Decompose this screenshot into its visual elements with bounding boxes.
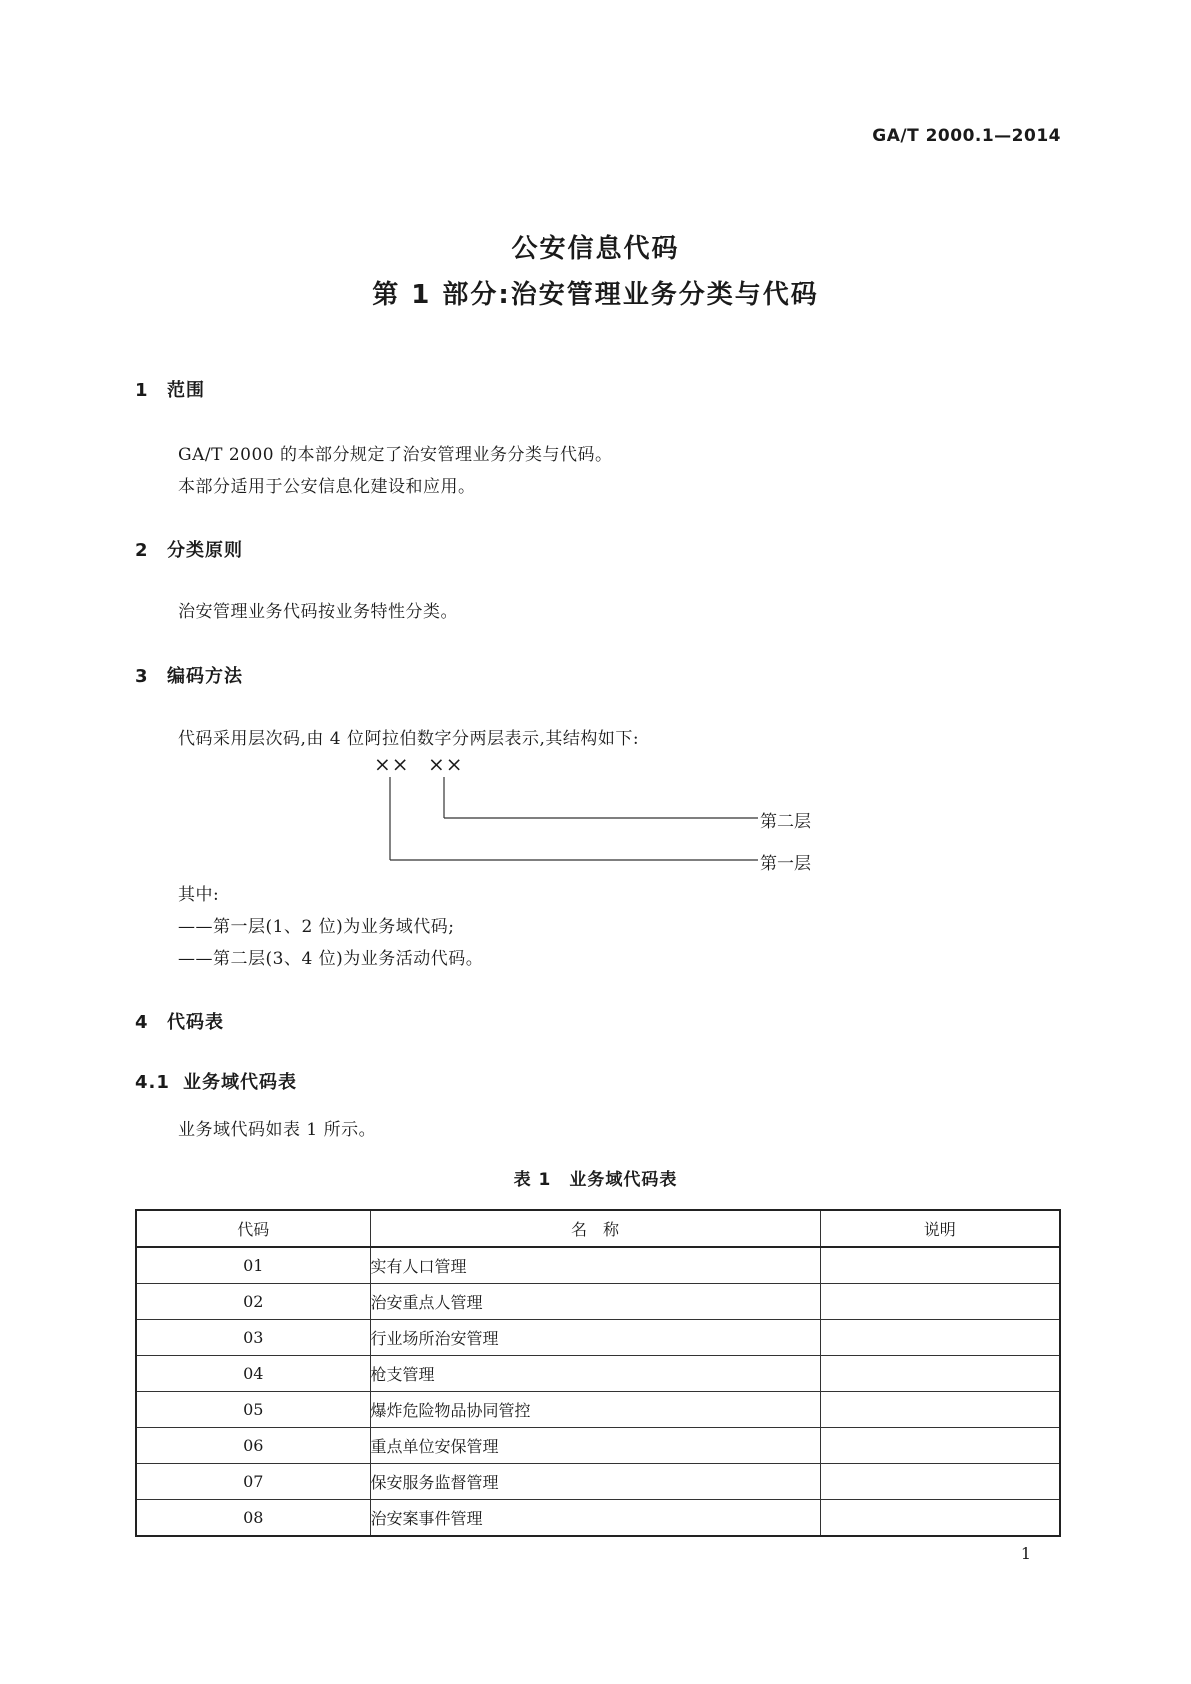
- first-layer-label: 第一层: [760, 854, 811, 874]
- row-code: 07: [136, 1464, 370, 1500]
- note-intro: 其中:: [178, 885, 220, 905]
- section-title: 编码方法: [167, 666, 243, 687]
- section-1-heading: [135, 376, 205, 402]
- scope-paragraph-2: 本部分适用于公安信息化建设和应用。: [178, 477, 476, 497]
- row-name: 枪支管理: [370, 1356, 820, 1392]
- row-code: 08: [136, 1500, 370, 1537]
- row-note: [820, 1356, 1060, 1392]
- section-number: 4: [135, 1012, 149, 1033]
- row-note: [820, 1392, 1060, 1428]
- domain-code-paragraph: 业务域代码如表 1 所示。: [178, 1120, 377, 1140]
- coding-method-paragraph: 代码采用层次码,由 4 位阿拉伯数字分两层表示,其结构如下:: [178, 729, 640, 749]
- second-layer-label: 第二层: [760, 812, 811, 832]
- code-structure-diagram: [360, 747, 840, 877]
- section-title: 业务域代码表: [183, 1072, 297, 1093]
- table-row: [136, 1428, 1060, 1464]
- header-name: 名 称: [370, 1210, 820, 1247]
- row-name: 重点单位安保管理: [370, 1428, 820, 1464]
- row-code: 01: [136, 1247, 370, 1284]
- table-row: [136, 1464, 1060, 1500]
- standard-code: GA/T 2000.1—2014: [872, 126, 1061, 146]
- row-note: [820, 1320, 1060, 1356]
- table-row: [136, 1320, 1060, 1356]
- table-row: [136, 1284, 1060, 1320]
- table-row: [136, 1392, 1060, 1428]
- table-header-row: [136, 1210, 1060, 1247]
- section-number: 1: [135, 380, 149, 401]
- row-note: [820, 1464, 1060, 1500]
- note-first-layer: ——第一层(1、2 位)为业务域代码;: [178, 917, 455, 937]
- row-name: 保安服务监督管理: [370, 1464, 820, 1500]
- row-code: 04: [136, 1356, 370, 1392]
- section-title: 代码表: [167, 1012, 224, 1033]
- document-subtitle: 第 1 部分:治安管理业务分类与代码: [372, 280, 819, 310]
- row-note: [820, 1284, 1060, 1320]
- row-name: 治安案事件管理: [370, 1500, 820, 1537]
- table-row: [136, 1500, 1060, 1537]
- second-layer-digits: ××: [428, 752, 464, 776]
- row-code: 05: [136, 1392, 370, 1428]
- row-name: 爆炸危险物品协同管控: [370, 1392, 820, 1428]
- row-name: 治安重点人管理: [370, 1284, 820, 1320]
- domain-code-table: [135, 1209, 1061, 1537]
- section-title: 分类原则: [167, 540, 243, 561]
- row-code: 06: [136, 1428, 370, 1464]
- section-title: 范围: [167, 380, 205, 401]
- section-2-heading: [135, 536, 243, 562]
- scope-paragraph-1: GA/T 2000 的本部分规定了治安管理业务分类与代码。: [178, 445, 613, 465]
- section-4-heading: [135, 1008, 224, 1034]
- row-note: [820, 1428, 1060, 1464]
- row-code: 03: [136, 1320, 370, 1356]
- row-name: 实有人口管理: [370, 1247, 820, 1284]
- page-number: 1: [1020, 1544, 1031, 1563]
- section-number: 2: [135, 540, 149, 561]
- row-code: 02: [136, 1284, 370, 1320]
- diagram-connector-lines: [360, 747, 760, 877]
- document-title: 公安信息代码: [511, 234, 680, 264]
- row-note: [820, 1247, 1060, 1284]
- table-caption: 表 1 业务域代码表: [513, 1170, 678, 1190]
- section-number: 3: [135, 666, 149, 687]
- principle-paragraph: 治安管理业务代码按业务特性分类。: [178, 602, 458, 622]
- note-second-layer: ——第二层(3、4 位)为业务活动代码。: [178, 949, 484, 969]
- first-layer-digits: ××: [374, 752, 410, 776]
- section-4-1-heading: [135, 1068, 297, 1094]
- header-code: 代码: [136, 1210, 370, 1247]
- row-name: 行业场所治安管理: [370, 1320, 820, 1356]
- table-row: [136, 1356, 1060, 1392]
- row-note: [820, 1500, 1060, 1537]
- table-row: [136, 1247, 1060, 1284]
- section-number: 4.1: [135, 1072, 170, 1093]
- section-3-heading: [135, 662, 243, 688]
- header-note: 说明: [820, 1210, 1060, 1247]
